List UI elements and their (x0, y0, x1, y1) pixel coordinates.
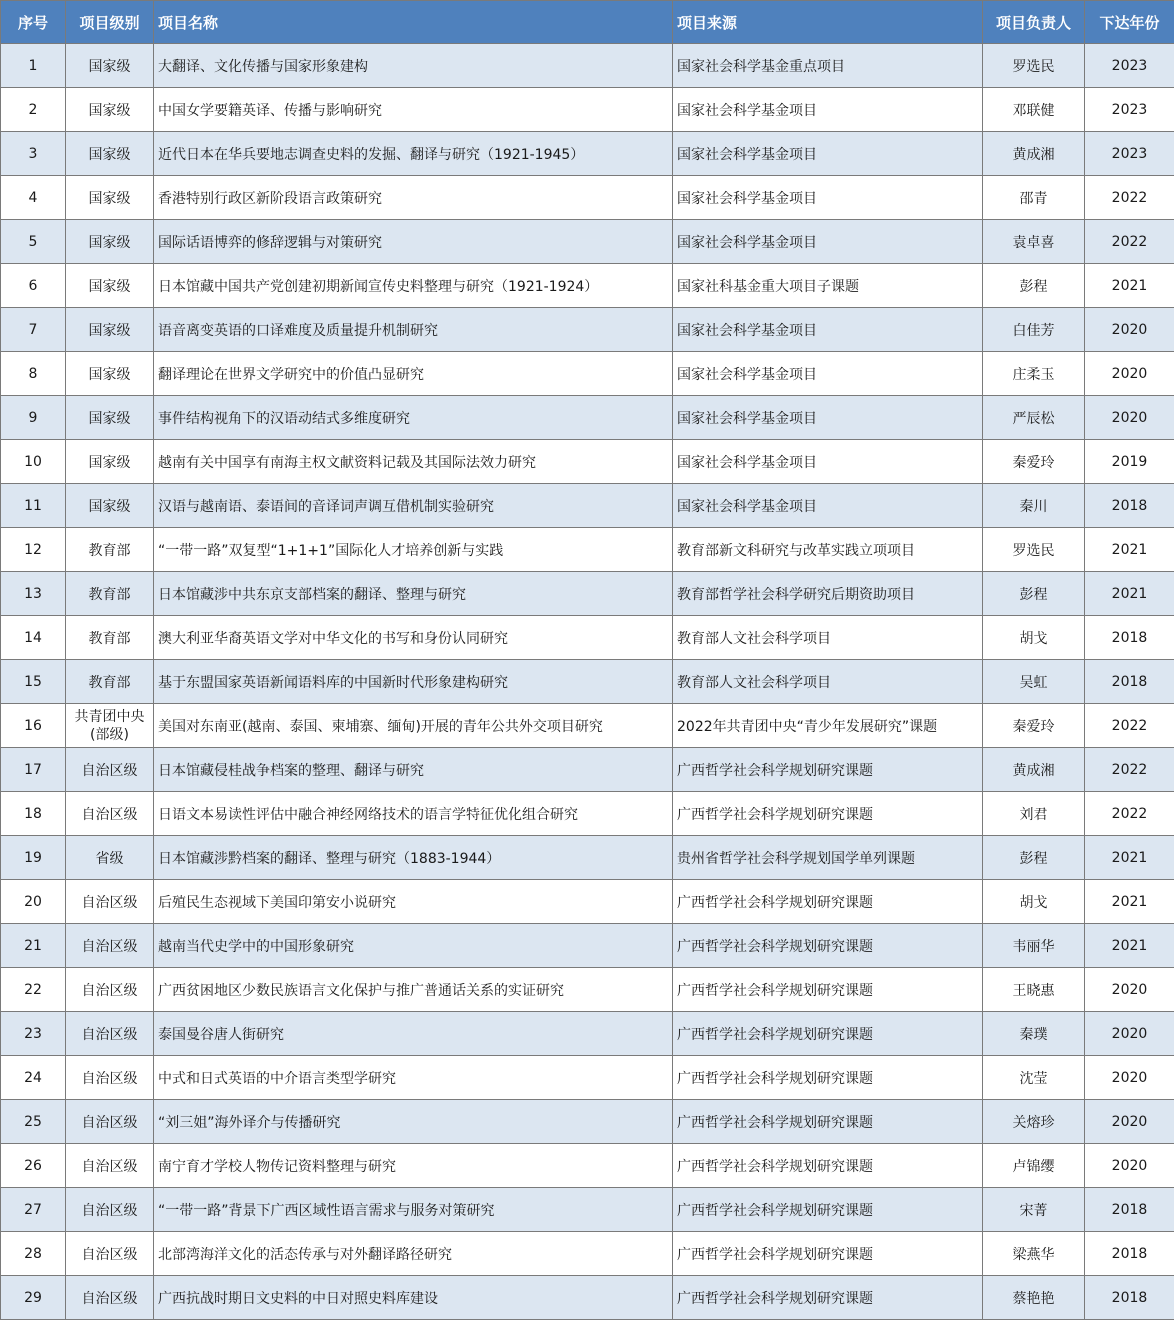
header-no: 序号 (1, 1, 66, 44)
cell-leader: 黄成湘 (983, 748, 1085, 792)
cell-level: 自治区级 (66, 880, 154, 924)
cell-name: 基于东盟国家英语新闻语料库的中国新时代形象建构研究 (154, 660, 673, 704)
cell-no: 14 (1, 616, 66, 660)
cell-year: 2021 (1085, 528, 1174, 572)
cell-name: 广西抗战时期日文史料的中日对照史料库建设 (154, 1276, 673, 1320)
cell-no: 4 (1, 176, 66, 220)
cell-no: 1 (1, 44, 66, 88)
cell-level: 自治区级 (66, 1100, 154, 1144)
cell-leader: 邓联健 (983, 88, 1085, 132)
cell-source: 国家社会科学基金项目 (673, 396, 983, 440)
cell-year: 2018 (1085, 660, 1174, 704)
cell-name: 事件结构视角下的汉语动结式多维度研究 (154, 396, 673, 440)
cell-level: 自治区级 (66, 792, 154, 836)
cell-level: 自治区级 (66, 1056, 154, 1100)
cell-level: 自治区级 (66, 748, 154, 792)
cell-year: 2021 (1085, 836, 1174, 880)
cell-no: 29 (1, 1276, 66, 1320)
table-row (1, 1056, 1174, 1100)
table-row (1, 880, 1174, 924)
cell-name: 日本馆藏涉中共东京支部档案的翻译、整理与研究 (154, 572, 673, 616)
cell-source: 广西哲学社会科学规划研究课题 (673, 748, 983, 792)
table-row (1, 836, 1174, 880)
cell-name: 泰国曼谷唐人街研究 (154, 1012, 673, 1056)
cell-leader: 关熔珍 (983, 1100, 1085, 1144)
cell-source: 国家社科基金重大项目子课题 (673, 264, 983, 308)
cell-no: 13 (1, 572, 66, 616)
cell-year: 2021 (1085, 880, 1174, 924)
cell-year: 2020 (1085, 1144, 1174, 1188)
cell-no: 11 (1, 484, 66, 528)
cell-no: 2 (1, 88, 66, 132)
cell-leader: 秦爱玲 (983, 440, 1085, 484)
cell-level: 自治区级 (66, 1232, 154, 1276)
table-row (1, 308, 1174, 352)
table-row (1, 704, 1174, 748)
cell-year: 2020 (1085, 1012, 1174, 1056)
cell-name: 澳大利亚华裔英语文学对中华文化的书写和身份认同研究 (154, 616, 673, 660)
cell-year: 2022 (1085, 704, 1174, 748)
cell-year: 2020 (1085, 968, 1174, 1012)
cell-year: 2018 (1085, 1276, 1174, 1320)
cell-leader: 宋菁 (983, 1188, 1085, 1232)
cell-source: 广西哲学社会科学规划研究课题 (673, 968, 983, 1012)
cell-no: 27 (1, 1188, 66, 1232)
cell-level: 国家级 (66, 440, 154, 484)
cell-no: 19 (1, 836, 66, 880)
cell-level: 自治区级 (66, 1276, 154, 1320)
table-row (1, 484, 1174, 528)
header-name: 项目名称 (154, 1, 673, 44)
cell-no: 23 (1, 1012, 66, 1056)
cell-name: 国际话语博弈的修辞逻辑与对策研究 (154, 220, 673, 264)
cell-source: 国家社会科学基金项目 (673, 352, 983, 396)
cell-name: 北部湾海洋文化的活态传承与对外翻译路径研究 (154, 1232, 673, 1276)
cell-leader: 梁燕华 (983, 1232, 1085, 1276)
cell-level: 教育部 (66, 572, 154, 616)
cell-year: 2023 (1085, 88, 1174, 132)
cell-year: 2022 (1085, 176, 1174, 220)
table-row (1, 572, 1174, 616)
cell-year: 2020 (1085, 308, 1174, 352)
cell-no: 3 (1, 132, 66, 176)
cell-level: 教育部 (66, 528, 154, 572)
cell-no: 10 (1, 440, 66, 484)
cell-year: 2021 (1085, 924, 1174, 968)
cell-no: 22 (1, 968, 66, 1012)
cell-level: 教育部 (66, 616, 154, 660)
cell-leader: 彭程 (983, 264, 1085, 308)
cell-source: 广西哲学社会科学规划研究课题 (673, 1188, 983, 1232)
cell-level: 共青团中央(部级) (66, 704, 154, 748)
cell-level: 自治区级 (66, 1144, 154, 1188)
cell-year: 2023 (1085, 132, 1174, 176)
table-row (1, 88, 1174, 132)
cell-leader: 沈莹 (983, 1056, 1085, 1100)
cell-year: 2020 (1085, 352, 1174, 396)
header-row (1, 1, 1174, 44)
table-row (1, 968, 1174, 1012)
cell-name: 广西贫困地区少数民族语言文化保护与推广普通话关系的实证研究 (154, 968, 673, 1012)
cell-level: 自治区级 (66, 924, 154, 968)
cell-leader: 秦璞 (983, 1012, 1085, 1056)
cell-source: 贵州省哲学社会科学规划国学单列课题 (673, 836, 983, 880)
header-year: 下达年份 (1085, 1, 1174, 44)
cell-source: 国家社会科学基金项目 (673, 176, 983, 220)
cell-name: 翻译理论在世界文学研究中的价值凸显研究 (154, 352, 673, 396)
cell-no: 15 (1, 660, 66, 704)
table-row (1, 660, 1174, 704)
cell-source: 教育部哲学社会科学研究后期资助项目 (673, 572, 983, 616)
table-row (1, 44, 1174, 88)
cell-no: 16 (1, 704, 66, 748)
cell-name: “刘三姐”海外译介与传播研究 (154, 1100, 673, 1144)
cell-source: 广西哲学社会科学规划研究课题 (673, 1144, 983, 1188)
cell-source: 广西哲学社会科学规划研究课题 (673, 792, 983, 836)
cell-name: 日语文本易读性评估中融合神经网络技术的语言学特征优化组合研究 (154, 792, 673, 836)
table-body (1, 44, 1174, 1320)
cell-leader: 罗选民 (983, 528, 1085, 572)
cell-no: 18 (1, 792, 66, 836)
cell-no: 7 (1, 308, 66, 352)
cell-no: 20 (1, 880, 66, 924)
cell-source: 国家社会科学基金项目 (673, 308, 983, 352)
cell-leader: 严辰松 (983, 396, 1085, 440)
table-row (1, 1144, 1174, 1188)
cell-level: 省级 (66, 836, 154, 880)
cell-leader: 蔡艳艳 (983, 1276, 1085, 1320)
cell-source: 国家社会科学基金项目 (673, 132, 983, 176)
cell-level: 国家级 (66, 44, 154, 88)
cell-year: 2020 (1085, 1056, 1174, 1100)
cell-name: 汉语与越南语、泰语间的音译词声调互借机制实验研究 (154, 484, 673, 528)
cell-year: 2018 (1085, 1188, 1174, 1232)
cell-level: 国家级 (66, 264, 154, 308)
cell-no: 25 (1, 1100, 66, 1144)
cell-leader: 白佳芳 (983, 308, 1085, 352)
cell-level: 国家级 (66, 220, 154, 264)
cell-leader: 邵青 (983, 176, 1085, 220)
cell-name: 美国对东南亚(越南、泰国、柬埔寨、缅甸)开展的青年公共外交项目研究 (154, 704, 673, 748)
cell-name: 日本馆藏侵桂战争档案的整理、翻译与研究 (154, 748, 673, 792)
cell-leader: 卢锦缨 (983, 1144, 1085, 1188)
cell-leader: 袁卓喜 (983, 220, 1085, 264)
cell-leader: 王晓惠 (983, 968, 1085, 1012)
cell-name: 越南当代史学中的中国形象研究 (154, 924, 673, 968)
cell-leader: 庄柔玉 (983, 352, 1085, 396)
cell-level: 国家级 (66, 396, 154, 440)
cell-level: 教育部 (66, 660, 154, 704)
cell-source: 教育部新文科研究与改革实践立项项目 (673, 528, 983, 572)
cell-no: 26 (1, 1144, 66, 1188)
table-row (1, 132, 1174, 176)
cell-leader: 彭程 (983, 572, 1085, 616)
header-leader: 项目负责人 (983, 1, 1085, 44)
cell-source: 广西哲学社会科学规划研究课题 (673, 1232, 983, 1276)
cell-year: 2018 (1085, 616, 1174, 660)
cell-source: 广西哲学社会科学规划研究课题 (673, 924, 983, 968)
cell-name: 近代日本在华兵要地志调查史料的发掘、翻译与研究（1921-1945） (154, 132, 673, 176)
cell-leader: 黄成湘 (983, 132, 1085, 176)
header-level: 项目级别 (66, 1, 154, 44)
cell-name: 香港特别行政区新阶段语言政策研究 (154, 176, 673, 220)
cell-name: “一带一路”背景下广西区域性语言需求与服务对策研究 (154, 1188, 673, 1232)
cell-year: 2019 (1085, 440, 1174, 484)
table-row (1, 352, 1174, 396)
cell-source: 教育部人文社会科学项目 (673, 660, 983, 704)
cell-year: 2021 (1085, 572, 1174, 616)
table-row (1, 264, 1174, 308)
cell-level: 自治区级 (66, 968, 154, 1012)
cell-leader: 罗选民 (983, 44, 1085, 88)
table-row (1, 924, 1174, 968)
cell-name: 中式和日式英语的中介语言类型学研究 (154, 1056, 673, 1100)
cell-source: 广西哲学社会科学规划研究课题 (673, 880, 983, 924)
cell-source: 广西哲学社会科学规划研究课题 (673, 1012, 983, 1056)
cell-no: 24 (1, 1056, 66, 1100)
cell-name: 大翻译、文化传播与国家形象建构 (154, 44, 673, 88)
cell-no: 21 (1, 924, 66, 968)
table-row (1, 396, 1174, 440)
cell-name: 中国女学要籍英译、传播与影响研究 (154, 88, 673, 132)
cell-leader: 胡戈 (983, 616, 1085, 660)
table-row (1, 1188, 1174, 1232)
table-row (1, 1276, 1174, 1320)
cell-level: 国家级 (66, 132, 154, 176)
table-row (1, 440, 1174, 484)
table-row (1, 1100, 1174, 1144)
cell-year: 2023 (1085, 44, 1174, 88)
cell-leader: 彭程 (983, 836, 1085, 880)
cell-no: 9 (1, 396, 66, 440)
cell-source: 广西哲学社会科学规划研究课题 (673, 1276, 983, 1320)
table-row (1, 528, 1174, 572)
cell-no: 6 (1, 264, 66, 308)
cell-source: 广西哲学社会科学规划研究课题 (673, 1100, 983, 1144)
table-row (1, 748, 1174, 792)
table-row (1, 792, 1174, 836)
cell-level: 国家级 (66, 484, 154, 528)
cell-no: 17 (1, 748, 66, 792)
cell-no: 8 (1, 352, 66, 396)
cell-source: 国家社会科学基金项目 (673, 220, 983, 264)
cell-level: 自治区级 (66, 1012, 154, 1056)
cell-name: 日本馆藏涉黔档案的翻译、整理与研究（1883-1944） (154, 836, 673, 880)
cell-source: 2022年共青团中央“青少年发展研究”课题 (673, 704, 983, 748)
cell-leader: 秦川 (983, 484, 1085, 528)
table-row (1, 176, 1174, 220)
cell-name: 日本馆藏中国共产党创建初期新闻宣传史料整理与研究（1921-1924） (154, 264, 673, 308)
table-row (1, 616, 1174, 660)
cell-no: 5 (1, 220, 66, 264)
cell-year: 2022 (1085, 748, 1174, 792)
cell-source: 国家社会科学基金重点项目 (673, 44, 983, 88)
header-source: 项目来源 (673, 1, 983, 44)
table-row (1, 220, 1174, 264)
cell-year: 2018 (1085, 484, 1174, 528)
cell-level: 国家级 (66, 176, 154, 220)
cell-year: 2021 (1085, 264, 1174, 308)
cell-source: 国家社会科学基金项目 (673, 88, 983, 132)
cell-level: 国家级 (66, 88, 154, 132)
cell-no: 12 (1, 528, 66, 572)
cell-leader: 胡戈 (983, 880, 1085, 924)
table-row (1, 1232, 1174, 1276)
cell-source: 国家社会科学基金项目 (673, 440, 983, 484)
cell-leader: 刘君 (983, 792, 1085, 836)
cell-name: 南宁育才学校人物传记资料整理与研究 (154, 1144, 673, 1188)
cell-source: 教育部人文社会科学项目 (673, 616, 983, 660)
cell-leader: 韦丽华 (983, 924, 1085, 968)
cell-name: 越南有关中国享有南海主权文献资料记载及其国际法效力研究 (154, 440, 673, 484)
cell-source: 广西哲学社会科学规划研究课题 (673, 1056, 983, 1100)
cell-leader: 秦爱玲 (983, 704, 1085, 748)
cell-year: 2020 (1085, 396, 1174, 440)
cell-source: 国家社会科学基金项目 (673, 484, 983, 528)
table-row (1, 1012, 1174, 1056)
cell-no: 28 (1, 1232, 66, 1276)
cell-year: 2018 (1085, 1232, 1174, 1276)
cell-year: 2020 (1085, 1100, 1174, 1144)
cell-name: 后殖民生态视域下美国印第安小说研究 (154, 880, 673, 924)
cell-name: “一带一路”双复型“1+1+1”国际化人才培养创新与实践 (154, 528, 673, 572)
cell-name: 语音离变英语的口译难度及质量提升机制研究 (154, 308, 673, 352)
cell-level: 自治区级 (66, 1188, 154, 1232)
cell-year: 2022 (1085, 792, 1174, 836)
cell-year: 2022 (1085, 220, 1174, 264)
cell-leader: 吴虹 (983, 660, 1085, 704)
cell-level: 国家级 (66, 352, 154, 396)
cell-level: 国家级 (66, 308, 154, 352)
